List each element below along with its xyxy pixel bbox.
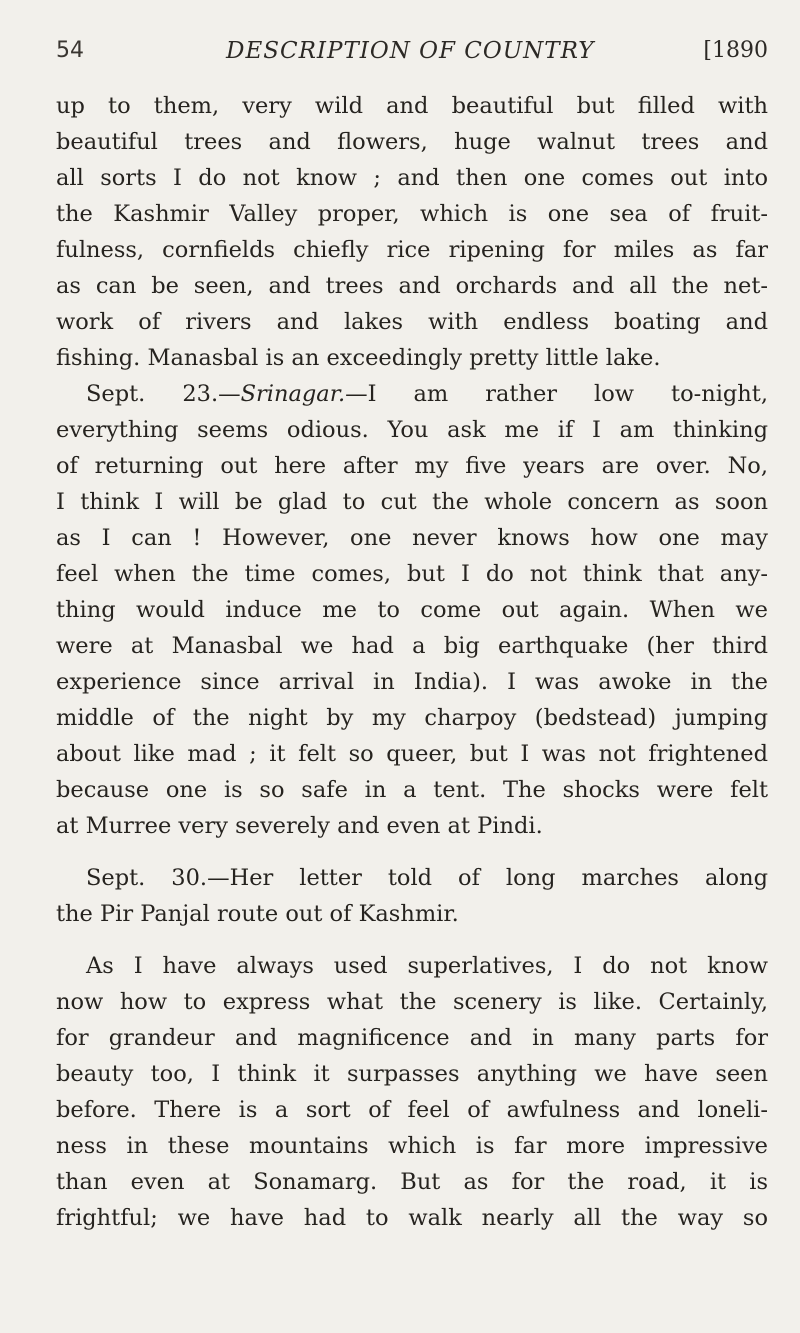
text-line: the Kashmir Valley proper, which is one sea of fruit- (56, 201, 768, 227)
paragraph-4 (56, 948, 768, 1236)
text-line: because one is so safe in a tent. The shocks were felt (56, 777, 768, 803)
text-line: now how to express what the scenery is like. Certainly, (56, 989, 768, 1015)
text-line: for grandeur and magnificence and in many parts for (56, 1025, 768, 1051)
paragraph-3 (56, 860, 768, 932)
text-line: I think I will be glad to cut the whole concern as soon (56, 489, 768, 515)
text-line: As I have always used superlatives, I do not know (86, 953, 768, 979)
text-line: feel when the time comes, but I do not think that any- (56, 561, 768, 587)
running-head: DESCRIPTION OF COUNTRY (226, 38, 595, 64)
text-line: before. There is a sort of feel of awfulness and loneli- (56, 1097, 768, 1123)
text-line: at Murree very severely and even at Pindi. (56, 813, 543, 839)
text-line: thing would induce me to come out again. When we (56, 597, 768, 623)
diary-entry-line (56, 376, 768, 412)
text-line: the Pir Panjal route out of Kashmir. (56, 901, 459, 927)
text-line: fulness, cornfields chiefly rice ripening for miles as far (56, 237, 768, 263)
text-line: than even at Sonamarg. But as for the road, it is (56, 1169, 768, 1195)
text-line: middle of the night by my charpoy (bedstead) jumping (56, 705, 768, 731)
text-line: as I can ! However, one never knows how one may (56, 525, 768, 551)
text-line: fishing. Manasbal is an exceedingly pretty little lake. (56, 345, 661, 371)
page-number: 54 (56, 38, 84, 63)
text-line: up to them, very wild and beautiful but filled with (56, 93, 768, 119)
text-line: everything seems odious. You ask me if I am thinking (56, 417, 768, 443)
paragraph-2 (56, 376, 768, 844)
body-text (56, 88, 768, 1236)
year-mark: [1890 (703, 38, 768, 63)
text-line: ness in these mountains which is far more impressive (56, 1133, 768, 1159)
text-line: work of rivers and lakes with endless boating and (56, 309, 768, 335)
text-line: experience since arrival in India). I was awoke in the (56, 669, 768, 695)
paragraph-1 (56, 88, 768, 376)
text-line: all sorts I do not know ; and then one comes out into (56, 165, 768, 191)
text-line: were at Manasbal we had a big earthquake (her third (56, 633, 768, 659)
text-line: frightful; we have had to walk nearly all the way so (56, 1205, 768, 1231)
entry-date: Sept. 23.— (86, 381, 241, 407)
text-line: about like mad ; it felt so queer, but I was not frightened (56, 741, 768, 767)
page-header (56, 38, 768, 72)
text-line: beauty too, I think it surpasses anything we have seen (56, 1061, 768, 1087)
text-line: as can be seen, and trees and orchards and all the net- (56, 273, 768, 299)
text-line: beautiful trees and flowers, huge walnut trees and (56, 129, 768, 155)
text-line: of returning out here after my five years are over. No, (56, 453, 768, 479)
text-line: Sept. 30.—Her letter told of long marches along (86, 865, 768, 891)
entry-text: —I am rather low to-night, (345, 381, 768, 407)
entry-place: Srinagar. (240, 381, 346, 407)
